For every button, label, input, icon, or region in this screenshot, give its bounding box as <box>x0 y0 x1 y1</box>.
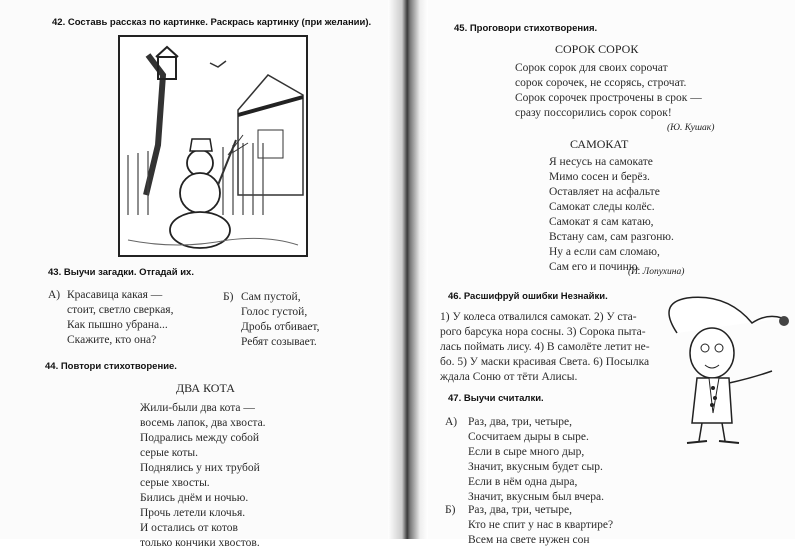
riddle-line: Голос густой, <box>241 306 308 318</box>
rhyme-a <box>468 415 604 505</box>
rhyme-line: Раз, два, три, четыре, <box>468 504 572 516</box>
riddle-line: Красавица какая — <box>67 289 163 301</box>
poem-line: Жили-были два кота — <box>140 402 255 414</box>
riddle-line: стоит, светло сверкая, <box>67 304 174 316</box>
poem-title: ДВА КОТА <box>176 381 235 395</box>
riddle-line: Как пышно убрана... <box>67 319 168 331</box>
poem-title: САМОКАТ <box>570 137 629 151</box>
poem-line: Оставляет на асфальте <box>549 186 660 198</box>
rhyme-line: Кто не спит у нас в квартире? <box>468 519 614 531</box>
paragraph-line: бо. 5) У маски красивая Света. 6) Посылка <box>440 356 650 368</box>
book-spine-gutter <box>388 0 428 539</box>
errors-paragraph <box>440 310 650 385</box>
paragraph-line: 1) У колеса отвалился самокат. 2) У ста- <box>440 311 637 323</box>
poem-line: Ну а если сам сломаю, <box>549 246 660 258</box>
rhyme-line: Раз, два, три, четыре, <box>468 416 572 428</box>
poem-line: Встану сам, сам разгоню. <box>549 231 674 243</box>
poem-line: Я несусь на самокате <box>549 156 653 168</box>
poem-line: Самокат следы колёс. <box>549 201 655 213</box>
snowman-illustration <box>118 35 308 257</box>
poem-samokat <box>549 155 674 275</box>
riddle-line: Ребят созывает. <box>241 336 317 348</box>
riddle-b-marker: Б) <box>223 291 234 303</box>
task-44-heading: 44. Повтори стихотворение. <box>45 361 177 372</box>
right-page <box>405 0 795 546</box>
poem-line: серые коты. <box>140 447 199 459</box>
poem-line: сорок сорочек, не ссорясь, строчат. <box>515 77 687 89</box>
poem-line: Мимо сосен и берёз. <box>549 171 650 183</box>
poem-line: серые хвосты. <box>140 477 210 489</box>
riddle-a <box>67 288 173 348</box>
poem-line: Прочь летели клочья. <box>140 507 246 519</box>
rhyme-line: Если в нём одна дыра, <box>468 476 578 488</box>
poem-line: Поднялись у них трубой <box>140 462 260 474</box>
rhyme-a-marker: А) <box>445 416 458 428</box>
task-45-heading: 45. Проговори стихотворения. <box>454 23 598 34</box>
riddle-a-marker: А) <box>48 289 61 301</box>
poem-author: (Ю. Кушак) <box>667 123 715 133</box>
poem-line: только кончики хвостов. <box>140 537 260 549</box>
poem-two-cats <box>140 401 266 551</box>
poem-line: Подрались между собой <box>140 432 260 444</box>
poem-line: Сорок сорочек прострочены в срок — <box>515 92 702 104</box>
task-46-heading: 46. Расшифруй ошибки Незнайки. <box>448 291 608 302</box>
rhyme-line: Если в сыре много дыр, <box>468 446 585 458</box>
poem-sorok <box>515 61 702 121</box>
neznaika-illustration <box>657 293 792 445</box>
riddle-line: Дробь отбивает, <box>241 321 320 333</box>
rhyme-b-marker: Б) <box>445 504 456 516</box>
rhyme-line: Значит, вкусным будет сыр. <box>468 461 603 473</box>
paragraph-line: ждала Соню от тёти Алисы. <box>440 371 578 383</box>
poem-title: СОРОК СОРОК <box>555 42 639 56</box>
riddle-line: Сам пустой, <box>241 291 301 303</box>
paragraph-line: рого барсука нора сосны. 3) Сорока пыта- <box>440 326 646 338</box>
rhyme-line: Значит, вкусным был вчера. <box>468 491 604 503</box>
riddle-line: Скажите, кто она? <box>67 334 157 346</box>
riddle-b <box>241 290 319 350</box>
poem-line: И остались от котов <box>140 522 238 534</box>
poem-line: Бились днём и ночью. <box>140 492 249 504</box>
paragraph-line: лась поймать лису. 4) В самолёте летит не- <box>440 341 650 353</box>
task-43-heading: 43. Выучи загадки. Отгадай их. <box>48 267 194 278</box>
poem-line: Самокат я сам катаю, <box>549 216 654 228</box>
poem-line: сразу поссорились сорок сорок! <box>515 107 672 119</box>
rhyme-line: Сосчитаем дыры в сыре. <box>468 431 589 443</box>
poem-line: Сорок сорок для своих сорочат <box>515 62 668 74</box>
poem-author: (И. Лопухина) <box>628 267 685 277</box>
task-47-heading: 47. Выучи считалки. <box>448 393 544 404</box>
rhyme-line: Всем на свете нужен сон <box>468 534 590 546</box>
poem-line: Сам его и починю. <box>549 261 641 273</box>
task-42-heading: 42. Составь рассказ по картинке. Раскрась картинку (при желании). <box>52 17 372 28</box>
rhyme-b <box>468 503 613 548</box>
poem-line: восемь лапок, два хвоста. <box>140 417 266 429</box>
